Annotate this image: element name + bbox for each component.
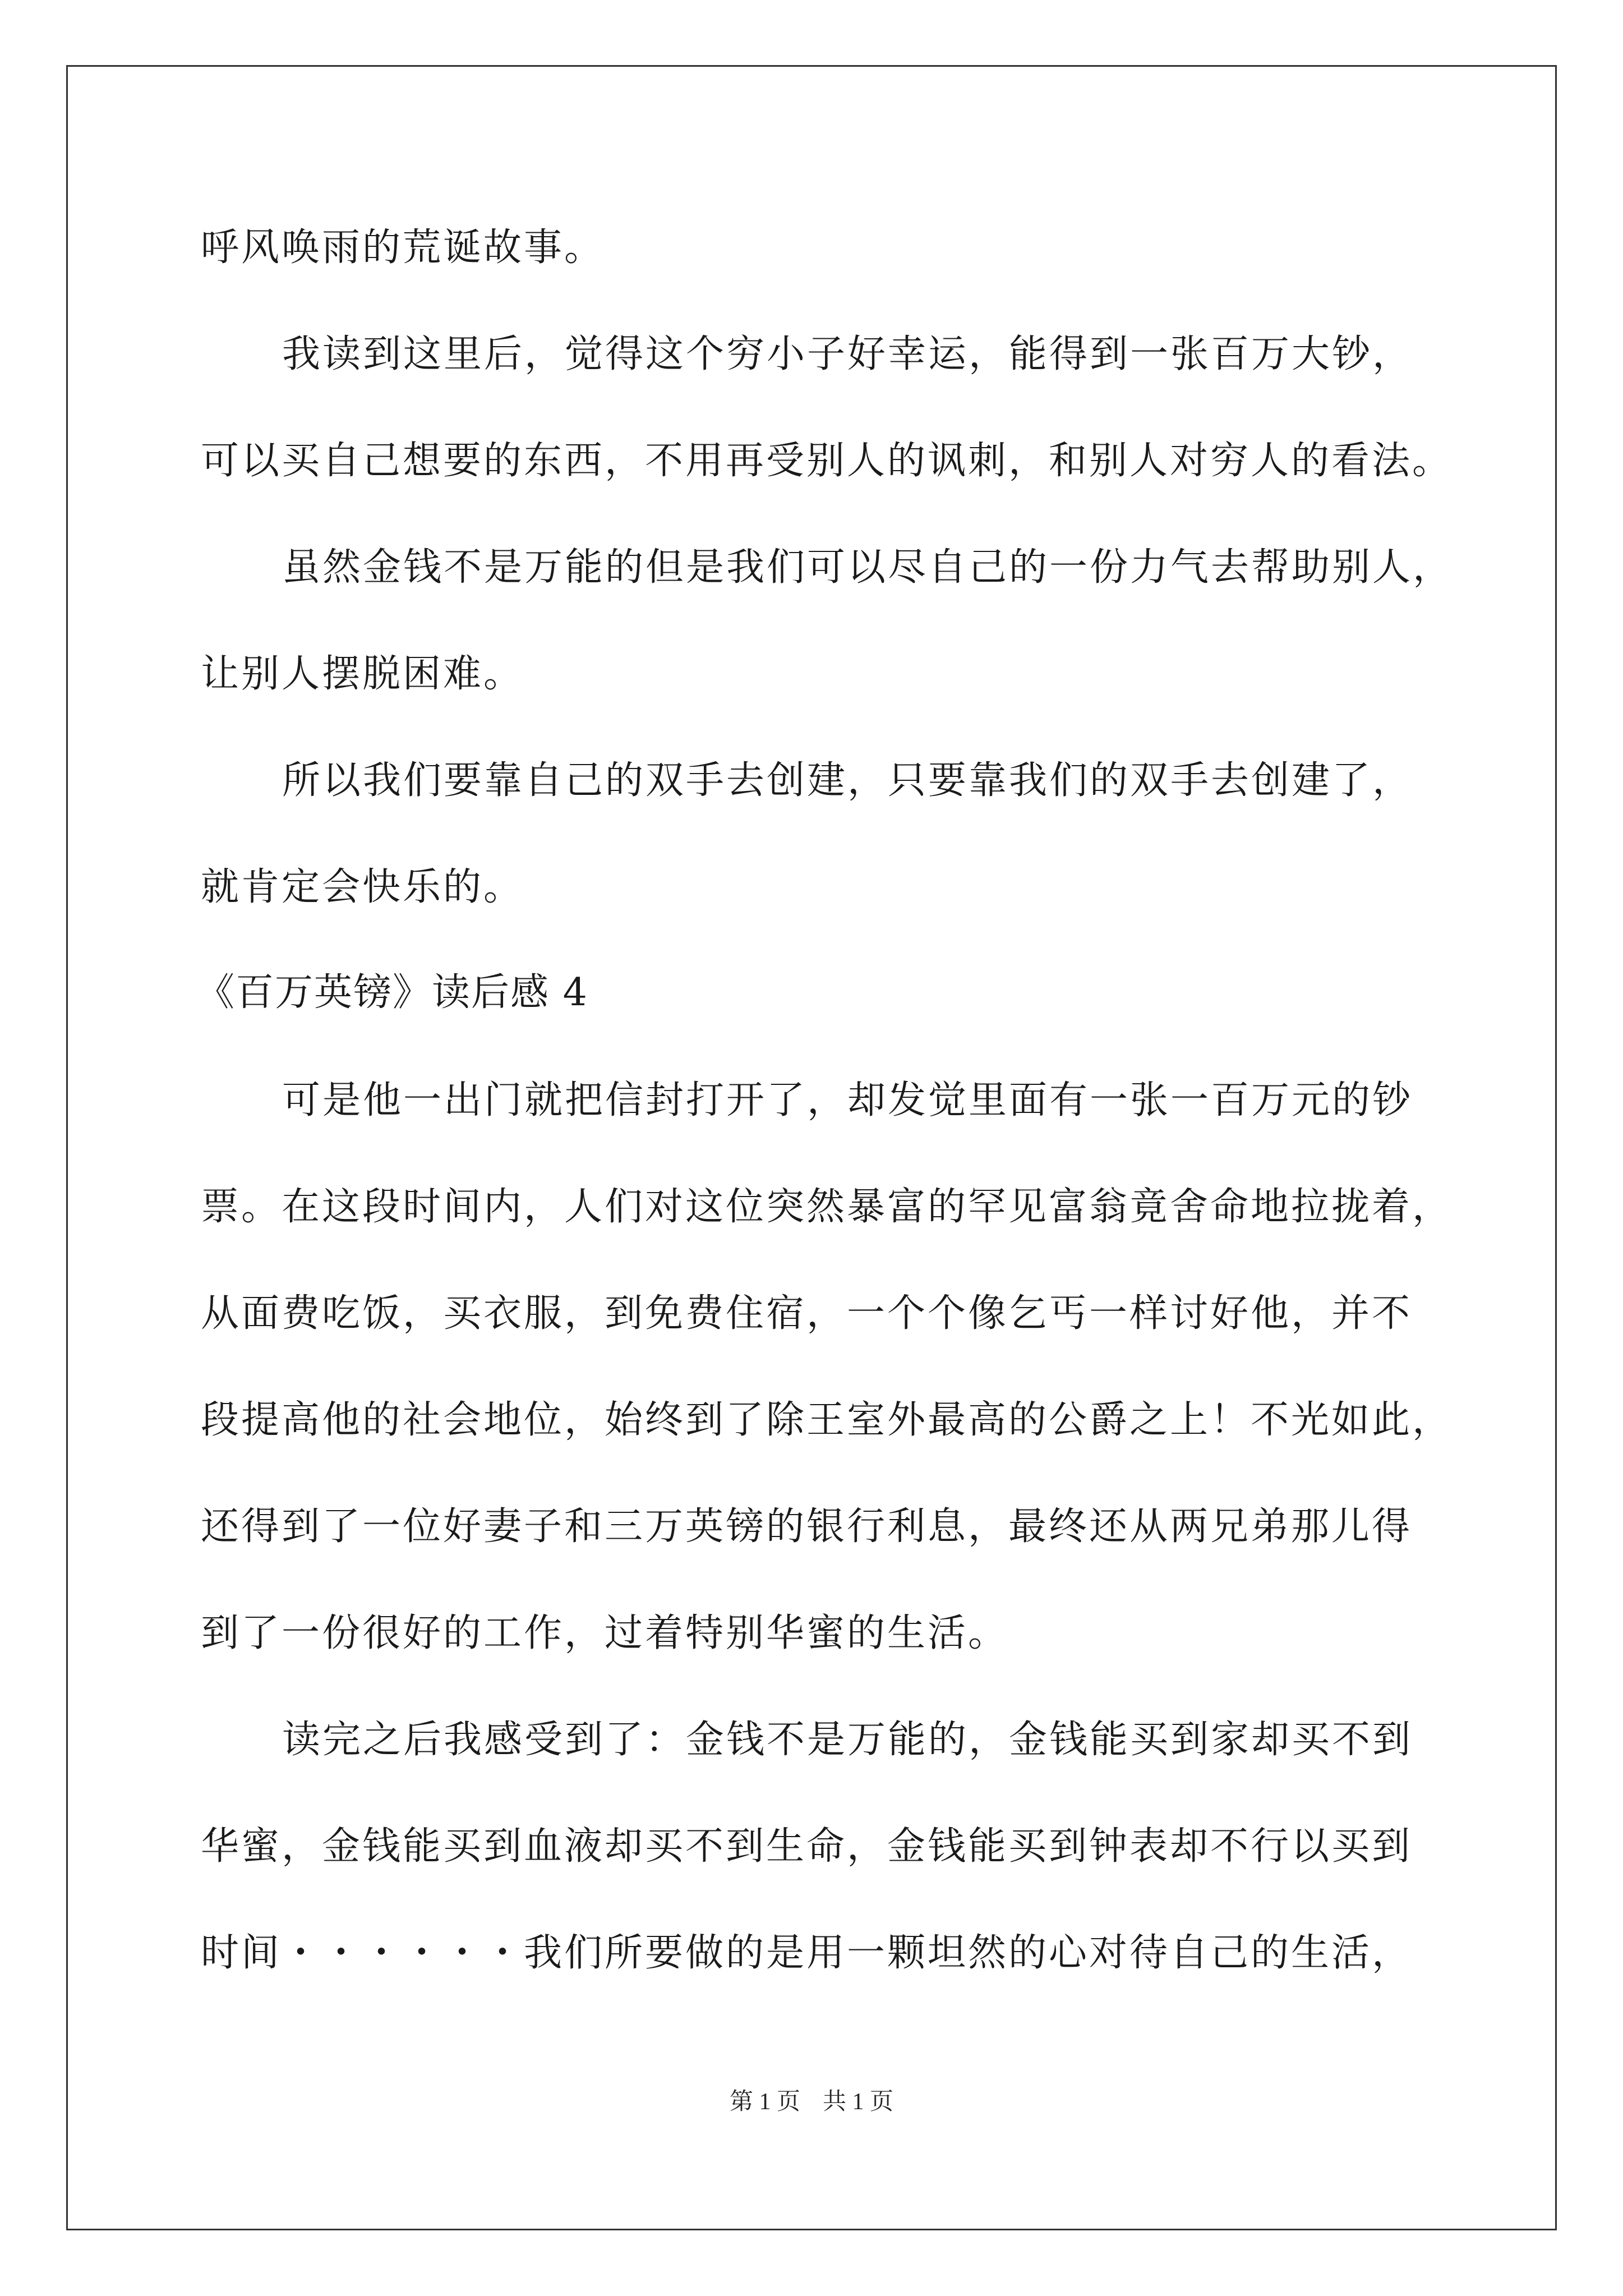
paragraph-line: 让别人摆脱困难。 xyxy=(201,652,524,696)
section-heading: 《百万英镑》读后感 4 xyxy=(196,970,588,1015)
paragraph-line: 就肯定会快乐的。 xyxy=(201,865,524,909)
paragraph-line: 票。在这段时间内，人们对这位突然暴富的罕见富翁竟舍命地拉拢着， xyxy=(201,1185,1453,1229)
text-line-continuation: 呼风唤雨的荒诞故事。 xyxy=(201,226,605,270)
paragraph-line: 所以我们要靠自己的双手去创建，只要靠我们的双手去创建了， xyxy=(282,758,1413,803)
paragraph-line: 从面费吃饭，买衣服，到免费住宿，一个个像乞丐一样讨好他，并不 xyxy=(201,1291,1413,1336)
paragraph-line: 时间・・・・・・我们所要做的是用一颗坦然的心对待自己的生活， xyxy=(201,1931,1413,1975)
paragraph-line: 可是他一出门就把信封打开了，却发觉里面有一张一百万元的钞 xyxy=(282,1078,1413,1122)
paragraph-line: 读完之后我感受到了：金钱不是万能的，金钱能买到家却买不到 xyxy=(282,1718,1413,1762)
paragraph-line: 到了一份很好的工作，过着特别华蜜的生活。 xyxy=(201,1611,1009,1655)
page-number-total: 共 1 页 xyxy=(823,2089,894,2115)
paragraph-line: 我读到这里后，觉得这个穷小子好幸运，能得到一张百万大钞， xyxy=(282,332,1413,376)
paragraph-line: 华蜜，金钱能买到血液却买不到生命，金钱能买到钟表却不行以买到 xyxy=(201,1824,1413,1869)
page-number-current: 第 1 页 xyxy=(729,2089,800,2115)
paragraph-line: 还得到了一位好妻子和三万英镑的银行利息，最终还从两兄弟那儿得 xyxy=(201,1504,1413,1549)
paragraph-line: 段提高他的社会地位，始终到了除王室外最高的公爵之上！不光如此， xyxy=(201,1398,1453,1442)
page-footer xyxy=(0,2088,1623,2116)
paragraph-line: 虽然金钱不是万能的但是我们可以尽自己的一份力气去帮助别人， xyxy=(282,545,1454,590)
page-border xyxy=(66,65,1557,2230)
paragraph-line: 可以买自己想要的东西，不用再受别人的讽刺，和别人对穷人的看法。 xyxy=(201,439,1453,483)
